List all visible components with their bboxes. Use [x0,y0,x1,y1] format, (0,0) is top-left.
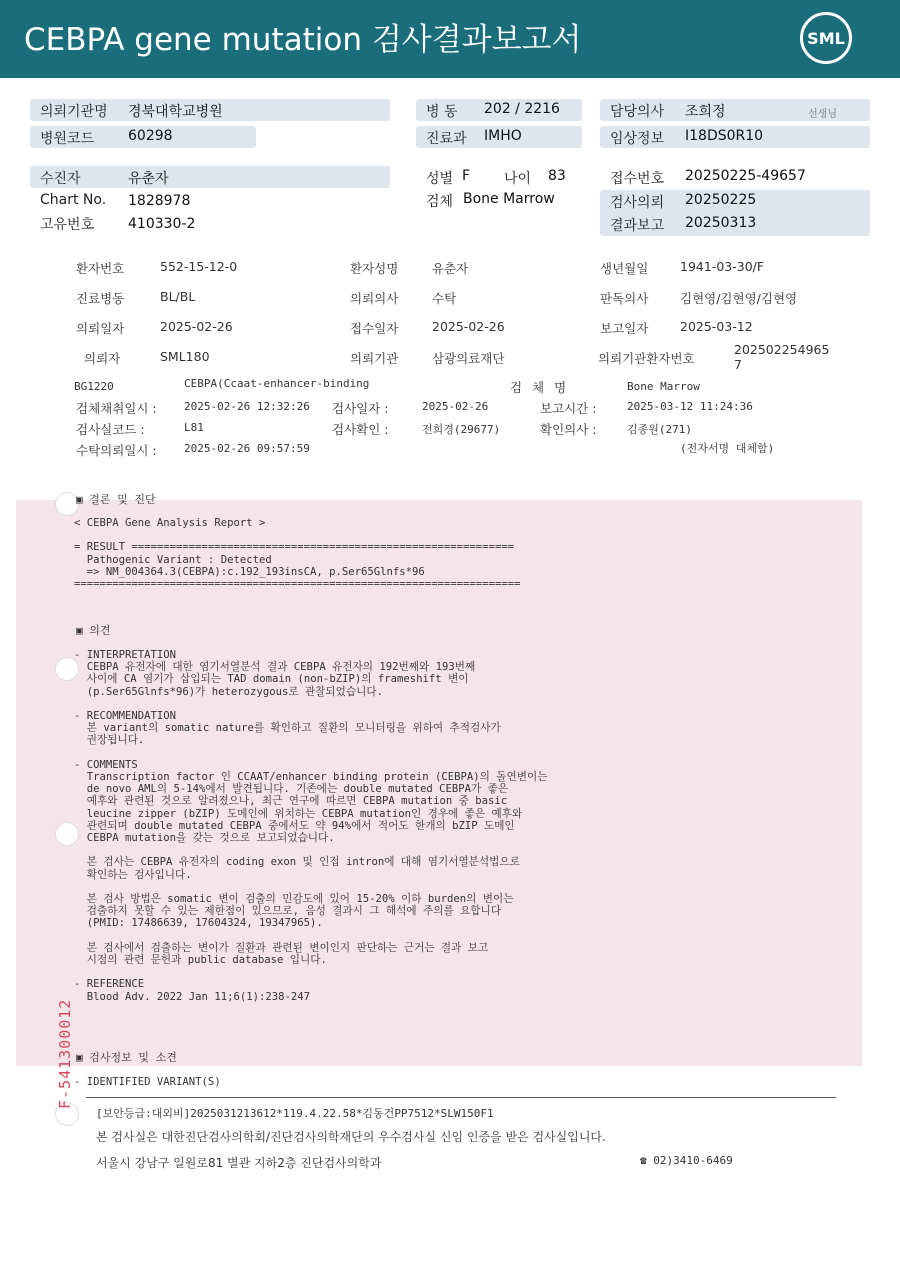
report-line: 본 variant의 somatic nature를 확인하고 질환의 모니터링을 위하여 추적검사가 [74,722,501,735]
clinical-label: 임상정보 [610,131,665,147]
confirm-label: 검사확인 : [332,422,389,437]
pt-no-label: 환자번호 [76,261,125,276]
report-line: 본 검사는 CEBPA 유전자의 coding exon 및 인접 intron에 대해 염기서열분석법으로 [74,856,520,869]
report-line: Blood Adv. 2022 Jan 11;6(1):238-247 [74,990,310,1003]
security-grade: [보안등급:대외비]2025031213612*119.4.22.58*김동건PP7512*SLW150F1 [96,1107,494,1120]
doctor-label: 담당의사 [610,104,665,120]
patient-value: 유춘자 [128,171,169,187]
institution-label: 의뢰기관명 [40,104,108,120]
inst-pt-value-2: 7 [734,357,742,372]
report-value: 20250313 [685,215,757,231]
report-line: (PMID: 17486639, 17604324, 19347965). [74,917,323,930]
spec-value: Bone Marrow [627,380,700,393]
dept-value: IMHO [484,128,522,144]
report-line: 관련되며 double mutated CEBPA 중에서도 약 94%에서 적어도 한개의 bZIP 도메인 [74,819,515,832]
test-date-label: 검사일자 : [332,401,389,416]
dept-label: 진료과 [426,131,467,147]
lab-code-label: 검사실코드 : [76,422,145,437]
report-line: de novo AML의 5-14%에서 발견됩니다. 기존에는 double mutated CEBPA가 좋은 [74,783,509,796]
pt-name-label: 환자성명 [350,261,399,276]
specimen-value: Bone Marrow [463,191,555,207]
report-line [74,529,520,541]
report-line: = RESULT ============================================================ [74,541,515,554]
confirm-value: 전희경(29677) [422,423,501,436]
req-date-label: 의뢰일자 [76,321,125,336]
report-line: - RECOMMENDATION [74,710,177,723]
report-line [74,698,547,710]
chart-value: 1828978 [128,193,191,209]
rcv-date-label: 접수일자 [350,321,399,336]
confirm-doc-value: 김종원(271) [627,423,692,436]
chart-label: Chart No. [40,192,107,208]
lab-code-value: L81 [184,421,204,434]
document-serial [50,985,74,1109]
test-code: BG1220 [74,380,114,393]
requester-value: SML180 [160,349,210,364]
sml-logo [800,12,852,64]
institution-value: 경북대학교병원 [128,104,223,120]
reader-value: 김현영/김현영/김현영 [680,291,798,306]
collect-label: 검체채취일시 : [76,401,157,416]
report-line [74,966,547,978]
req-date-value: 2025-02-26 [160,319,233,334]
logo-text: SML [807,29,845,48]
clinical-value: I18DS0R10 [685,128,764,144]
report-line [74,881,547,893]
receipt-label: 접수번호 [610,171,665,187]
report-line: - IDENTIFIED VARIANT(S) [74,1076,221,1088]
report-line: leucine zipper (bZIP) 도메인에 위치하는 CEBPA mutation인 경우에 좋은 예후와 [74,807,523,820]
lab-phone: ☎ 02)3410-6469 [640,1154,733,1167]
report-line: 사이에 CA 염기가 삽입되는 TAD domain (non-bZIP)의 frameshift 변이 [74,673,469,686]
collect-value: 2025-02-26 12:32:26 [184,400,310,413]
consign-value: 2025-02-26 09:57:59 [184,442,310,455]
result-block [74,517,520,590]
opinion-heading: ▣ 의견 [76,624,111,637]
inst-pt-label: 의뢰기관환자번호 [598,351,695,366]
spec-label: 검 체 명 [510,380,567,395]
rpt-time-label: 보고시간 : [540,401,597,416]
report-line: 예후와 관련된 것으로 알려졌으나, 최근 연구에 따르면 CEBPA mutation 중 basic [74,795,508,808]
report-header [0,0,900,78]
pt-name-value: 유춘자 [432,261,469,276]
req-inst-label: 의뢰기관 [350,351,399,366]
report-label: 결과보고 [610,218,665,234]
requester-label: 의뢰자 [84,351,121,366]
opinion-block [74,649,547,1003]
report-line: 권장됩니다. [74,734,145,747]
report-line: - REFERENCE [74,978,145,991]
report-line: - INTERPRETATION [74,649,177,661]
variant-block [74,1076,221,1088]
conclusion-heading: ▣ 결론 및 진단 [76,493,156,506]
patient-box [30,166,390,188]
report-line: 본 검사에서 검출하는 변이가 질환과 관련된 변이인지 판단하는 근거는 결과 보고 [74,941,489,954]
doctor-value: 조희정 [685,104,726,120]
report-line: Transcription factor 인 CCAAT/enhancer binding protein (CEBPA)의 돌연변이는 [74,771,548,784]
doctor-suffix: 선생님 [808,109,837,120]
report-line: CEBPA 유전자에 대한 염기서열분석 결과 CEBPA 유전자의 192번째와 193번째 [74,661,476,674]
test-date-value: 2025-02-26 [422,400,489,413]
rpt-date-label: 보고일자 [600,321,649,336]
receipt-value: 20250225-49657 [685,168,806,184]
report-line: 시점의 관련 문헌과 public database 입니다. [74,954,327,967]
rpt-time-value: 2025-03-12 11:24:36 [627,400,753,413]
req-inst-value: 삼광의료재단 [432,351,505,366]
request-label: 검사의뢰 [610,195,665,211]
sex-value: F [462,168,471,184]
dob-value: 1941-03-30/F [680,259,765,274]
report-line: 본 검사 방법은 somatic 변이 검출의 민감도에 있어 15-20% 이하 burden의 변이는 [74,893,514,906]
report-line: Pathogenic Variant : Detected [74,553,272,566]
test-info-heading: ▣ 검사정보 및 소견 [76,1051,177,1064]
consign-label: 수탁의뢰일시 : [76,443,157,458]
report-line [74,747,547,759]
lab-address: 서울시 강남구 일원로81 별관 지하2층 진단검사의학과 [96,1156,382,1170]
report-line: (p.Ser65Glnfs*96)가 heterozygous로 관찰되었습니다. [74,685,383,698]
hospital-code-label: 병원코드 [40,131,95,147]
rcv-date-value: 2025-02-26 [432,319,505,334]
age-value: 83 [548,168,566,184]
report-title: CEBPA gene mutation 검사결과보고서 [24,22,582,58]
report-line: CEBPA mutation을 갖는 것으로 보고되었습니다. [74,832,335,845]
ward-code-label: 진료병동 [76,291,125,306]
hospital-code-value: 60298 [128,128,173,144]
report-line: 확인하는 검사입니다. [74,868,192,881]
reader-label: 판독의사 [600,291,649,306]
req-doc-label: 의뢰의사 [350,291,399,306]
rpt-date-value: 2025-03-12 [680,319,753,334]
ward-label: 병 동 [426,104,458,120]
specimen-label: 검체 [426,194,454,210]
footer-divider [86,1097,836,1098]
confirm-doc-label: 확인의사 : [540,422,597,437]
document-serial-text: F-541300012 [56,998,74,1109]
report-line: ====================================================================== [74,578,521,591]
report-line: < CEBPA Gene Analysis Report > [74,517,266,529]
test-name: CEBPA(Ccaat-enhancer-binding [184,377,370,390]
certification-note: 본 검사실은 대한진단검사의학회/진단검사의학재단의 우수검사실 신임 인증을 받은 검사실입니다. [96,1130,606,1144]
unique-value: 410330-2 [128,216,196,232]
inst-pt-value-1: 202502254965 [734,342,830,357]
report-line: - COMMENTS [74,758,138,771]
esign-note: (전자서명 대체함) [680,442,775,455]
ward-value: 202 / 2216 [484,101,560,117]
req-doc-value: 수탁 [432,291,457,306]
request-value: 20250225 [685,192,757,208]
report-line [74,844,547,856]
patient-label: 수진자 [40,171,81,187]
report-line: => NM_004364.3(CEBPA):c.192_193insCA, p.Ser65Glnfs*96 [74,565,425,578]
dob-label: 생년월일 [600,261,649,276]
report-line: 검출하지 못할 수 있는 제한점이 있으므로, 음성 결과시 그 해석에 주의를 요합니다 [74,905,501,918]
report-line [74,930,547,942]
sex-label: 성별 [426,171,454,187]
unique-label: 고유번호 [40,217,95,233]
pt-no-value: 552-15-12-0 [160,259,238,274]
ward-code-value: BL/BL [160,289,196,304]
age-label: 나이 [504,171,532,187]
